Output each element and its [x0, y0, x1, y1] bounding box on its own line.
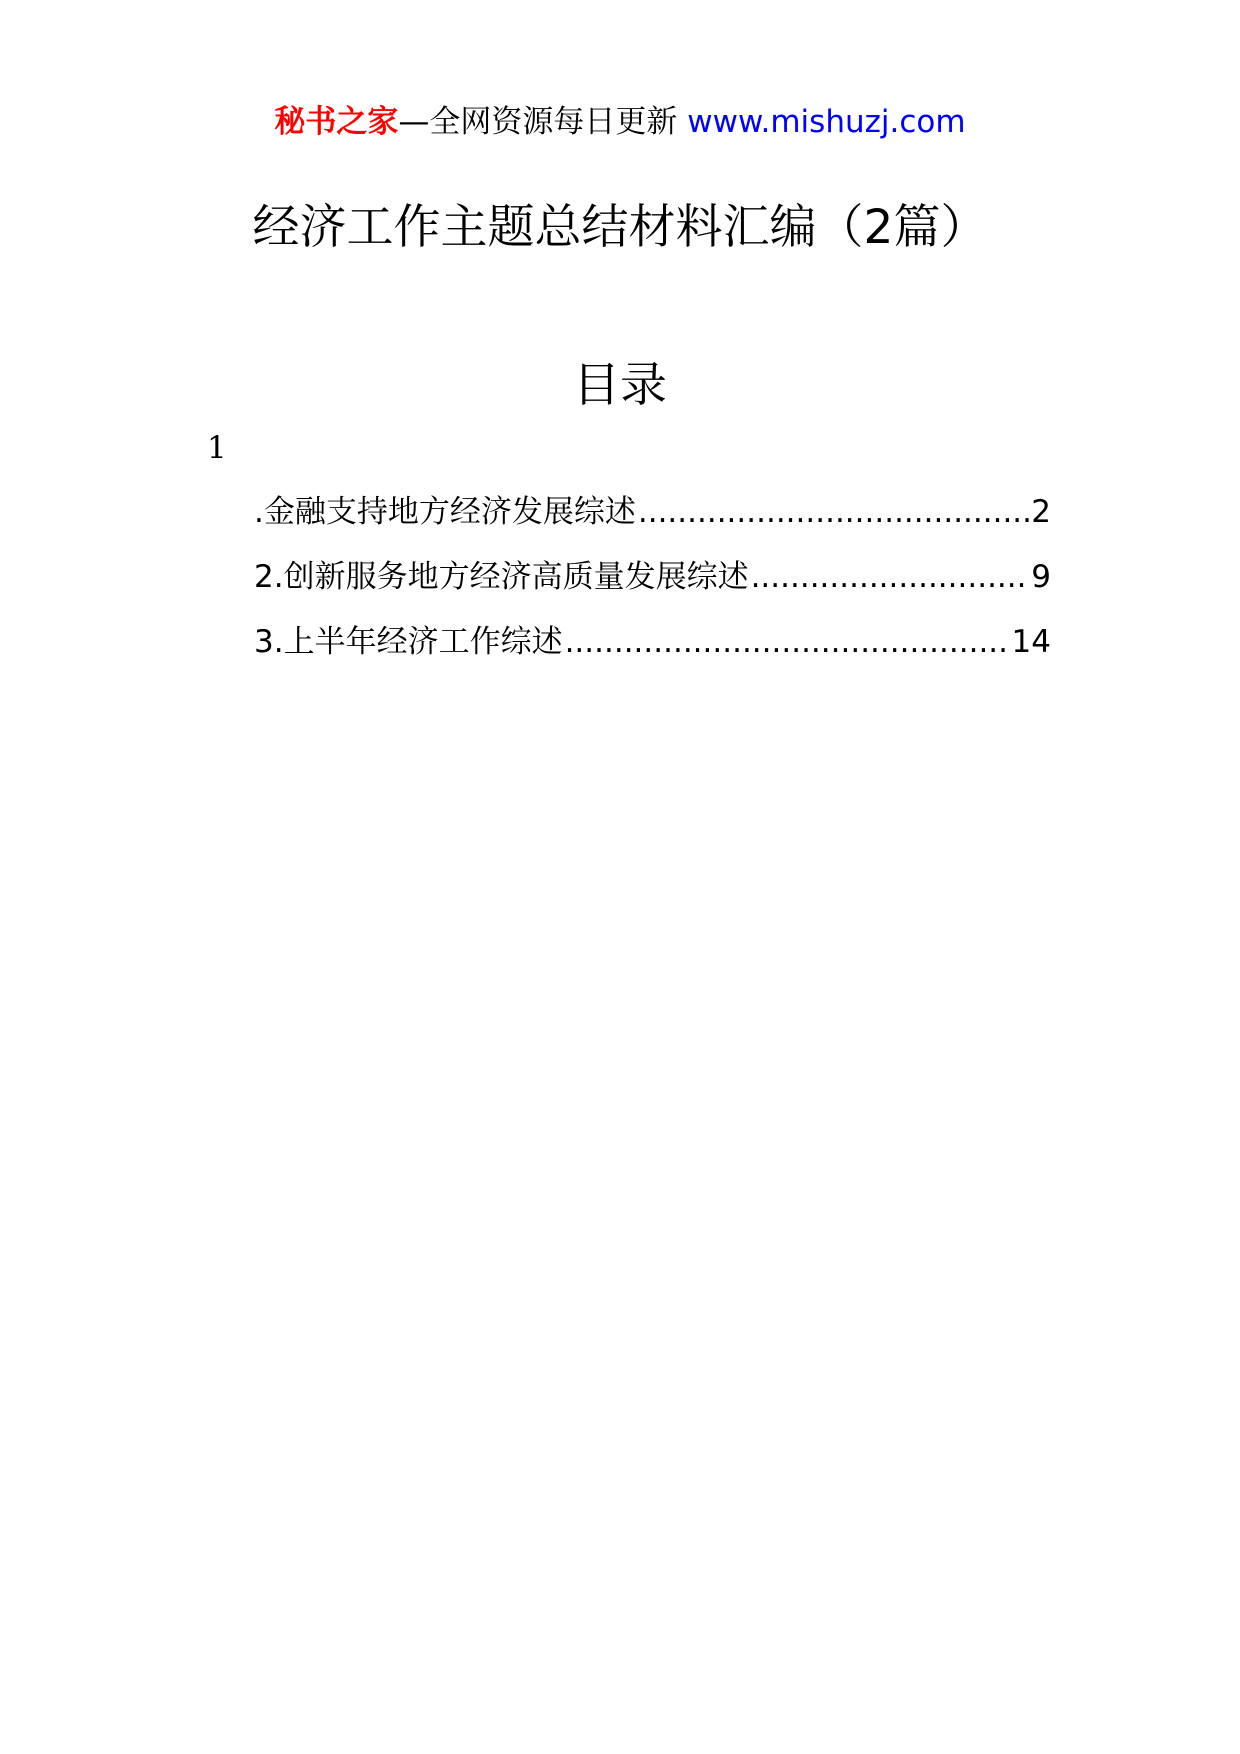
toc-entry[interactable] [254, 620, 1051, 685]
header-tagline: —全网资源每日更新 [398, 104, 678, 140]
toc-entry-page: 2 [1031, 494, 1051, 530]
toc-entry-title: 2.创新服务地方经济高质量发展综述 [254, 559, 749, 595]
toc-entry[interactable] [254, 490, 1051, 555]
site-header [0, 100, 1240, 144]
table-of-contents [254, 490, 1051, 685]
toc-entry-page: 9 [1031, 559, 1051, 595]
toc-entry[interactable] [254, 555, 1051, 620]
brand-name: 秘书之家 [274, 104, 399, 140]
toc-dot-leader [565, 620, 1010, 664]
toc-entry-title: .金融支持地方经济发展综述 [254, 494, 636, 530]
site-url-link[interactable]: www.mishuzj.com [687, 104, 966, 140]
toc-dot-leader [638, 490, 1029, 534]
document-title: 经济工作主题总结材料汇编（2篇） [252, 200, 988, 255]
toc-entry-title: 3.上半年经济工作综述 [254, 624, 563, 660]
toc-entry-page: 14 [1011, 624, 1051, 660]
toc-dot-leader [751, 555, 1030, 599]
toc-heading: 目录 [573, 358, 667, 413]
stray-line-number: 1 [207, 430, 227, 466]
